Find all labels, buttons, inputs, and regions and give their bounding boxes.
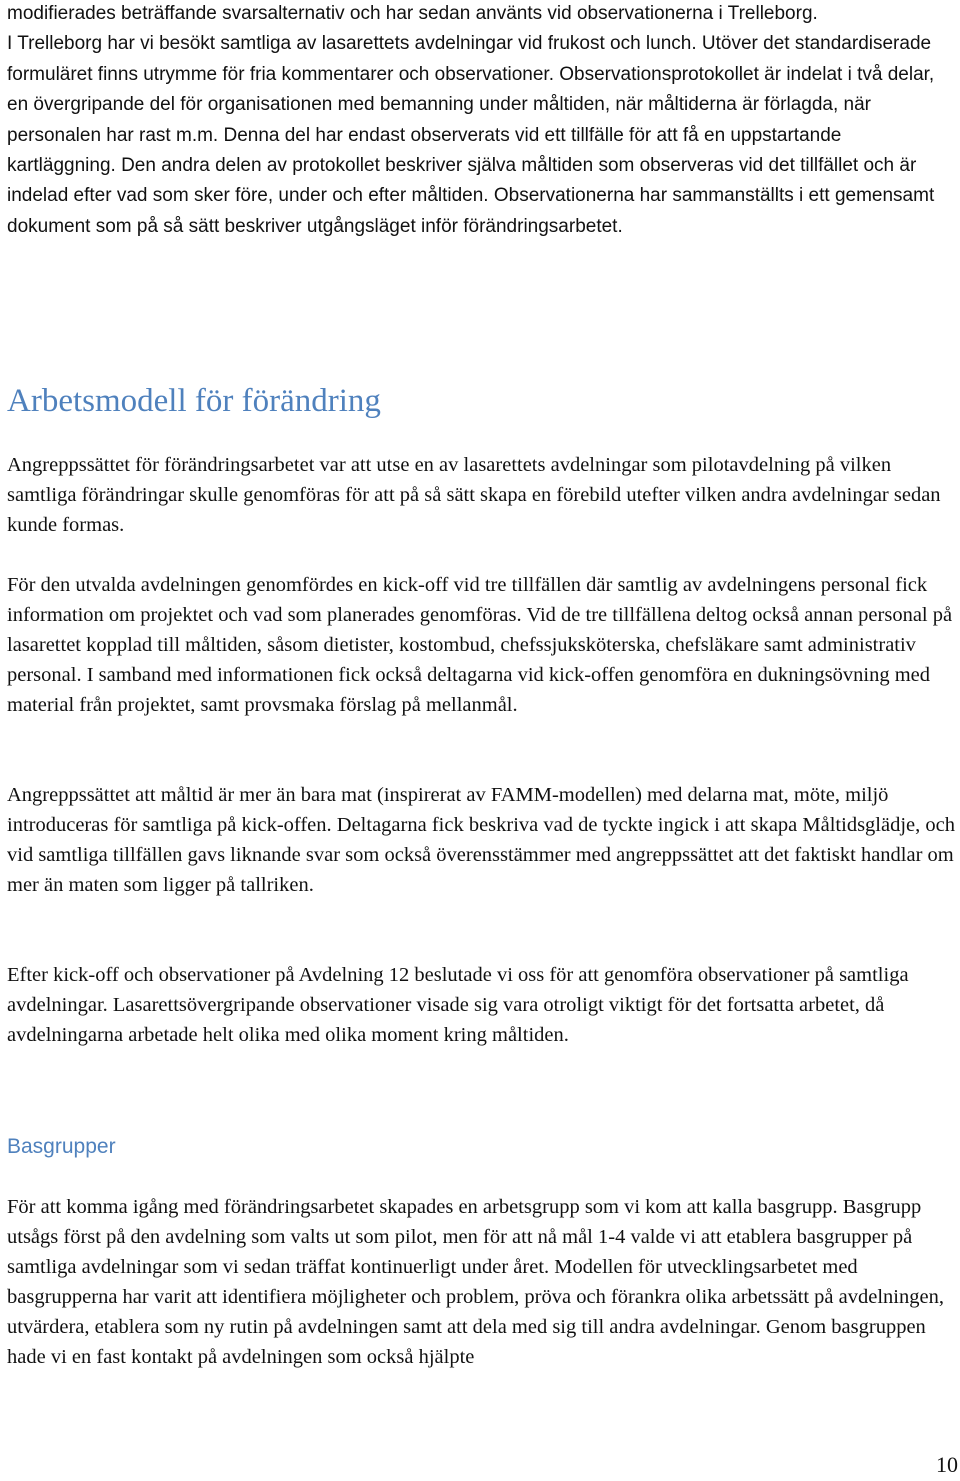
section-1-paragraph-4: Efter kick-off och observationer på Avdelning 12 beslutade vi oss för att genomföra observationer på samtliga avdelningar. Lasarettsövergripande observationer visade sig vara otroligt viktigt för det fortsatta arbetet, då avdelningarna arbetade helt olika med olika moment kring måltiden. [7,964,909,1046]
section-1-paragraph-4-block [7,960,955,1050]
section-1-paragraph-2-block [7,570,955,720]
page-number: 10 [936,1452,958,1477]
section-heading-basgrupper: Basgrupper [7,1135,116,1158]
intro-paragraph-1: modifierades beträffande svarsalternativ och har sedan använts vid observationerna i Trelleborg. [7,3,818,24]
section-1-paragraph-3: Angreppssättet att måltid är mer än bara mat (inspirerat av FAMM-modellen) med delarna mat, möte, miljö introduceras för samtliga på kick-offen. Deltagarna fick beskriva vad de tyckte ingick i att skapa Måltidsglädje, och vid samtliga tillfällen gavs liknande svar som också överensstämmer med angreppssättet att det faktiskt handlar om mer än maten som ligger på tallriken. [7,784,955,896]
section-heading-arbetsmodell: Arbetsmodell för förändring [7,383,381,419]
section-1-paragraph-2: För den utvalda avdelningen genomfördes en kick-off vid tre tillfällen där samtlig av avdelningens personal fick information om projektet och vad som planerades genomföras. Vid de tre tillfällena deltog också annan personal på lasarettet kopplad till måltiden, såsom dietister, kostombud, chefssjuksköterska, chefsläkare samt administrativ personal. I samband med informationen fick också deltagarna vid kick-offen genomföra en dukningsövning med material från projektet, samt provsmaka förslag på mellanmål. [7,574,953,716]
section-1-paragraph-3-block [7,780,955,900]
intro-paragraph-2: I Trelleborg har vi besökt samtliga av lasarettets avdelningar vid frukost och lunch. Utöver det standardiserade formuläret finns utrymme för fria kommentarer och observationer. Observationsprotokollet är indelat i två delar, en övergripande del för organisationen med bemanning under måltiden, när måltiderna är förlagda, när personalen har rast m.m. Denna del har endast observerats vid ett tillfälle för att få en uppstartande kartläggning. Den andra delen av protokollet beskriver själva måltiden som observeras vid det tillfället och är indelad efter vad som sker före, under och efter måltiden. Observationerna har sammanställts i ett gemensamt dokument som på så sätt beskriver utgångsläget inför förändringsarbetet. [7,33,935,237]
section-1-paragraph-1: Angreppssättet för förändringsarbetet var att utse en av lasarettets avdelningar som pilotavdelning på vilken samtliga förändringar skulle genomföras för att på så sätt skapa en förebild utefter vilken andra avdelningar sedan kunde formas. [7,454,941,536]
intro-section [7,0,955,242]
section-2-paragraph: För att komma igång med förändringsarbetet skapades en arbetsgrupp som vi kom att kalla basgrupp. Basgrupp utsågs först på den avdelning som valts ut som pilot, men för att nå mål 1-4 valde vi att etablera basgrupper på samtliga avdelningar som vi sedan träffat kontinuerligt under året. Modellen för utvecklingsarbetet med basgrupperna har varit att identifiera möjligheter och problem, pröva och förankra olika arbetssätt på avdelningen, utvärdera, etablera som ny rutin på avdelningen samt att dela med sig till andra avdelningar. Genom basgruppen hade vi en fast kontakt på avdelningen som också hjälpte [7,1196,944,1368]
section-2-paragraph-block [7,1192,955,1372]
section-1-paragraph-1-block [7,450,955,540]
